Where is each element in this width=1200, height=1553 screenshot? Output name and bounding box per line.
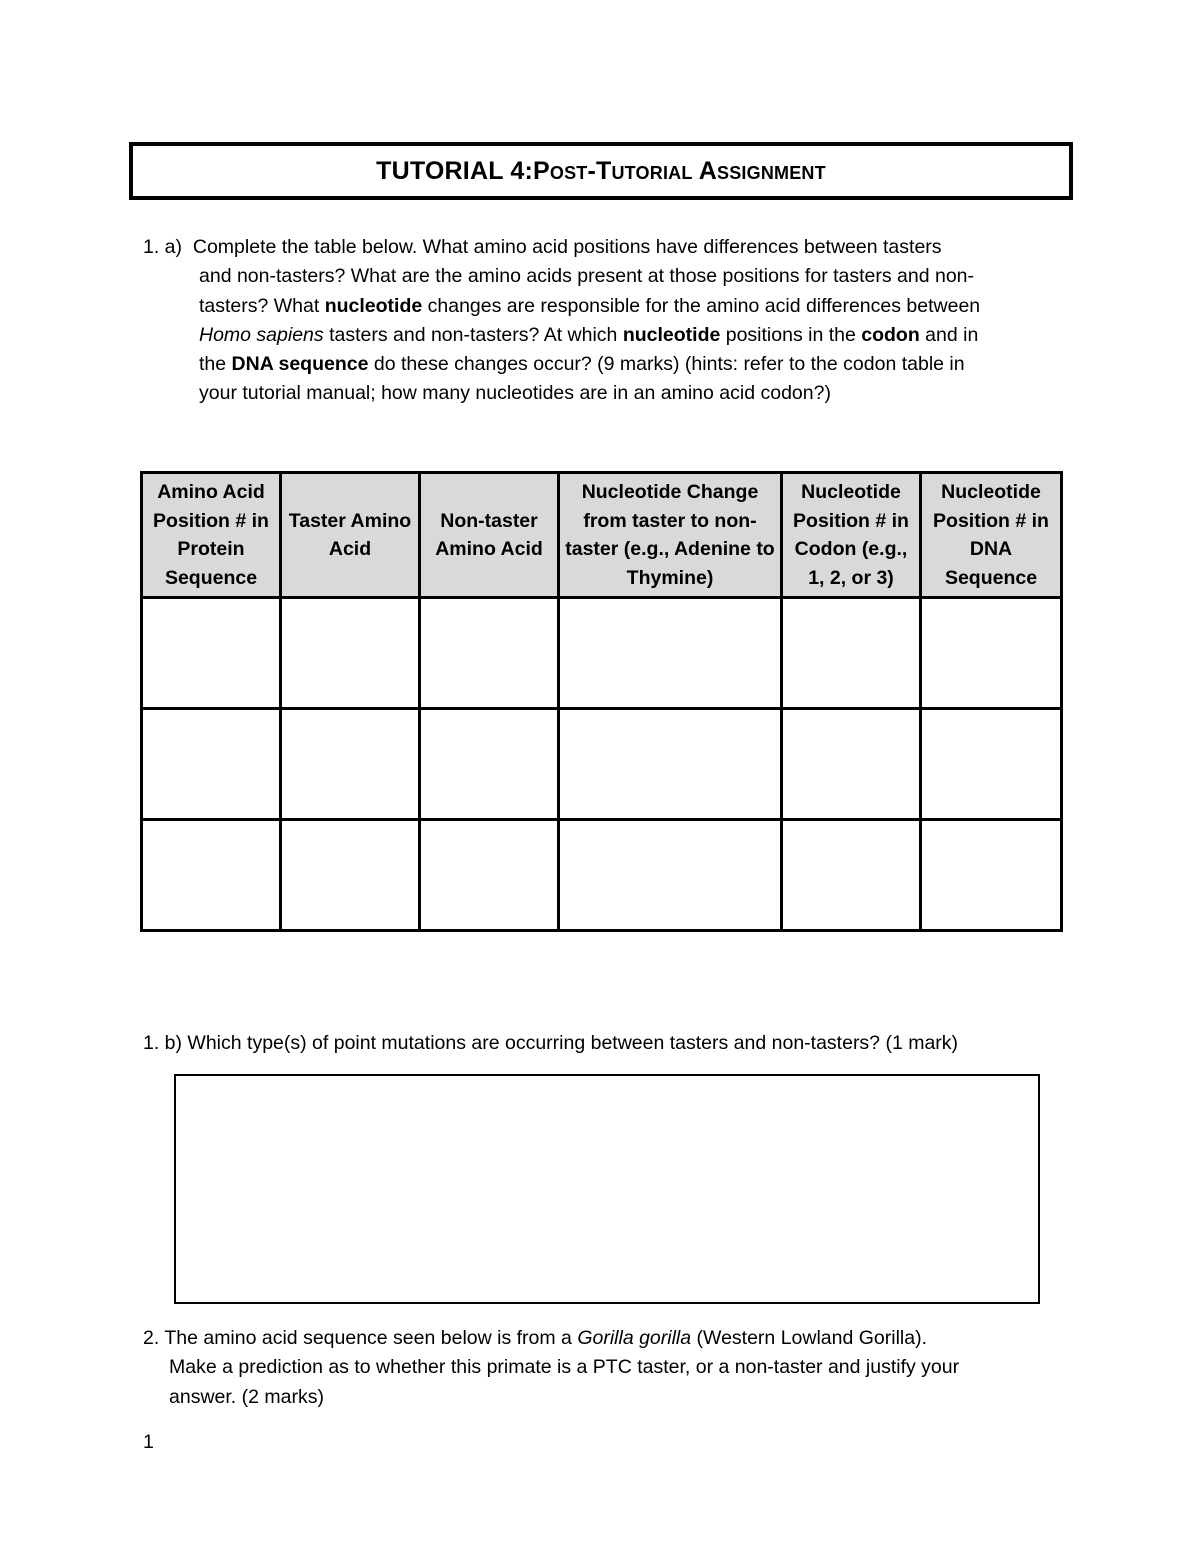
q2-l1-b: (Western Lowland Gorilla). (691, 1327, 928, 1349)
mutation-table (140, 471, 1063, 932)
question-1a-line3 (143, 292, 1063, 321)
question-1a-line2: and non-tasters? What are the amino acids present at those positions for tasters and non- (199, 265, 975, 288)
question-1a-line6: your tutorial manual; how many nucleotides are in an amino acid codon?) (199, 382, 831, 405)
q1a-l4-b: positions in the (720, 323, 862, 346)
answer-cell[interactable] (281, 820, 420, 931)
page-number: 1 (143, 1431, 154, 1453)
question-1a-label: 1. a) (143, 236, 183, 258)
q1a-l4-a: tasters and non-tasters? At which (323, 323, 623, 346)
question-2-line3: answer. (2 marks) (169, 1385, 324, 1408)
q1a-l3-b: changes are responsible for the amino acid differences between (422, 294, 981, 317)
q2-l1-a: 2. The amino acid sequence seen below is from a (143, 1327, 578, 1349)
q1a-l3-a: tasters? What (199, 294, 325, 317)
answer-cell[interactable] (420, 598, 559, 709)
question-1a-line4 (143, 321, 1063, 350)
q2-l1-italic: Gorilla gorilla (577, 1327, 692, 1349)
table-header-row (142, 473, 1062, 598)
q1a-l5-a: the (199, 353, 232, 376)
question-2-line1 (143, 1324, 1063, 1353)
assignment-title (129, 142, 1073, 200)
question-1a-line1 (143, 233, 1063, 262)
answer-cell[interactable] (142, 598, 281, 709)
answer-cell[interactable] (559, 820, 782, 931)
q1a-l4-bold2: codon (861, 323, 920, 346)
answer-cell[interactable] (921, 709, 1062, 820)
table-row (142, 820, 1062, 931)
header-nontaster-aa: Non-taster Amino Acid (420, 473, 559, 598)
answer-cell[interactable] (142, 709, 281, 820)
header-codon-position: Nucleotide Position # in Codon (e.g., 1, 2, or 3) (782, 473, 921, 598)
table-row (142, 709, 1062, 820)
header-nucleotide-change: Nucleotide Change from taster to non-taster (e.g., Adenine to Thymine) (559, 473, 782, 598)
q1a-l5-b: do these changes occur? (9 marks) (hints: refer to the codon table in (368, 353, 965, 376)
q1a-l5-bold: DNA sequence (231, 353, 369, 376)
answer-cell[interactable] (142, 820, 281, 931)
answer-cell[interactable] (281, 709, 420, 820)
question-1a-text1: Complete the table below. What amino acid positions have differences between tasters (192, 236, 942, 258)
q1a-l3-bold: nucleotide (324, 294, 423, 317)
table-row (142, 598, 1062, 709)
question-1b: 1. b) Which type(s) of point mutations are occurring between tasters and non-tasters? (1 mark) (143, 1032, 959, 1054)
question-1a-line5 (143, 350, 1063, 379)
answer-cell[interactable] (420, 820, 559, 931)
q1a-l4-bold: nucleotide (622, 323, 721, 346)
answer-cell[interactable] (921, 820, 1062, 931)
answer-cell[interactable] (559, 709, 782, 820)
q1a-l4-italic: Homo sapiens (199, 323, 324, 346)
question-1a (143, 233, 1063, 409)
answer-cell[interactable] (782, 598, 921, 709)
answer-cell[interactable] (420, 709, 559, 820)
title-prefix: TUTORIAL 4: (376, 156, 533, 185)
header-dna-position: Nucleotide Position # in DNA Sequence (921, 473, 1062, 598)
question-2-line2: Make a prediction as to whether this primate is a PTC taster, or a non-taster and justify your (169, 1356, 960, 1379)
answer-cell[interactable] (921, 598, 1062, 709)
header-aa-position: Amino Acid Position # in Protein Sequence (142, 473, 281, 598)
title-rest: Post-Tutorial Assignment (533, 156, 826, 185)
header-taster-aa: Taster Amino Acid (281, 473, 420, 598)
answer-cell[interactable] (559, 598, 782, 709)
answer-cell[interactable] (782, 709, 921, 820)
question-2 (143, 1324, 1063, 1412)
q1a-l4-c: and in (919, 323, 979, 346)
question-1b-answer-box[interactable] (174, 1074, 1040, 1304)
answer-cell[interactable] (281, 598, 420, 709)
answer-cell[interactable] (782, 820, 921, 931)
